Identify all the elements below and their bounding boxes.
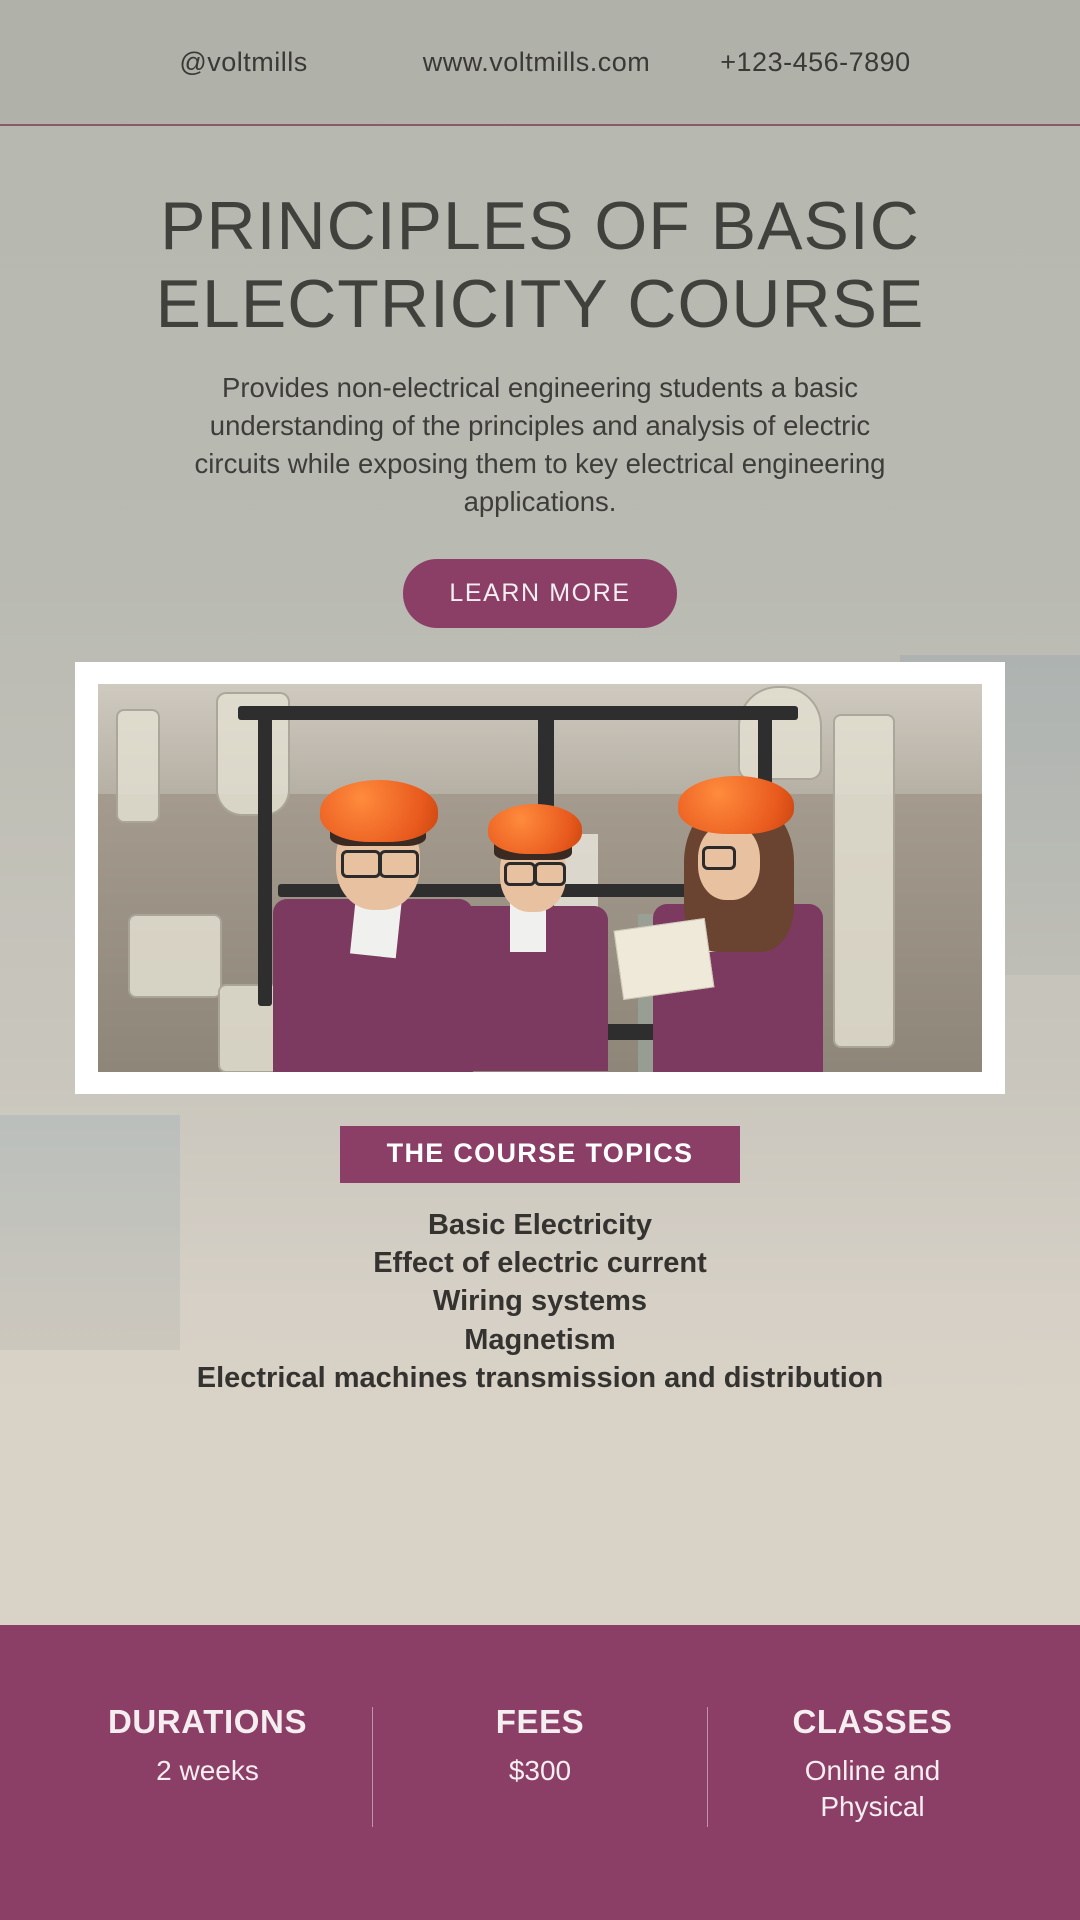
photo-glassware	[116, 709, 160, 823]
footer-info-bar	[0, 1625, 1080, 1920]
photo-glassware	[128, 914, 222, 998]
website-link[interactable]: www.voltmills.com	[422, 46, 651, 77]
photo-pipe	[238, 706, 798, 720]
list-item: Basic Electricity	[427, 1208, 653, 1241]
photo-glassware	[833, 714, 895, 1048]
photo-glassware	[738, 686, 822, 780]
footer-divider	[707, 1707, 708, 1827]
hero-description: Provides non-electrical engineering students a basic understanding of the principles and analysis of electric circuits while exposing them to key electrical engineering applications.	[194, 372, 886, 517]
photo-pipe	[258, 706, 272, 1006]
page-title: PRINCIPLES OF BASIC ELECTRICITY COURSE	[155, 188, 925, 342]
hero-photo	[98, 684, 982, 1072]
footer-column-fees	[415, 1703, 665, 1789]
contact-bar	[0, 0, 1080, 126]
list-item: Effect of electric current	[373, 1247, 707, 1280]
topics-heading: THE COURSE TOPICS	[340, 1126, 740, 1183]
cta-container	[0, 559, 1080, 628]
social-handle: @voltmills	[179, 46, 308, 77]
topics-list	[0, 1207, 1080, 1396]
learn-more-button[interactable]: LEARN MORE	[403, 559, 676, 628]
footer-title: DURATIONS	[107, 1703, 308, 1740]
list-item: Magnetism	[464, 1323, 616, 1356]
footer-column-classes	[750, 1703, 995, 1826]
list-item: Wiring systems	[432, 1285, 648, 1318]
footer-title: FEES	[495, 1703, 585, 1740]
footer-value: $300	[508, 1755, 572, 1786]
footer-value: Online and Physical	[804, 1755, 941, 1823]
footer-column-durations	[85, 1703, 330, 1789]
footer-title: CLASSES	[792, 1703, 953, 1740]
list-item: Electrical machines transmission and distribution	[196, 1361, 884, 1394]
footer-value: 2 weeks	[156, 1755, 259, 1786]
hero-photo-frame	[75, 662, 1005, 1094]
phone-number: +123-456-7890	[720, 46, 911, 77]
footer-divider	[372, 1707, 373, 1827]
